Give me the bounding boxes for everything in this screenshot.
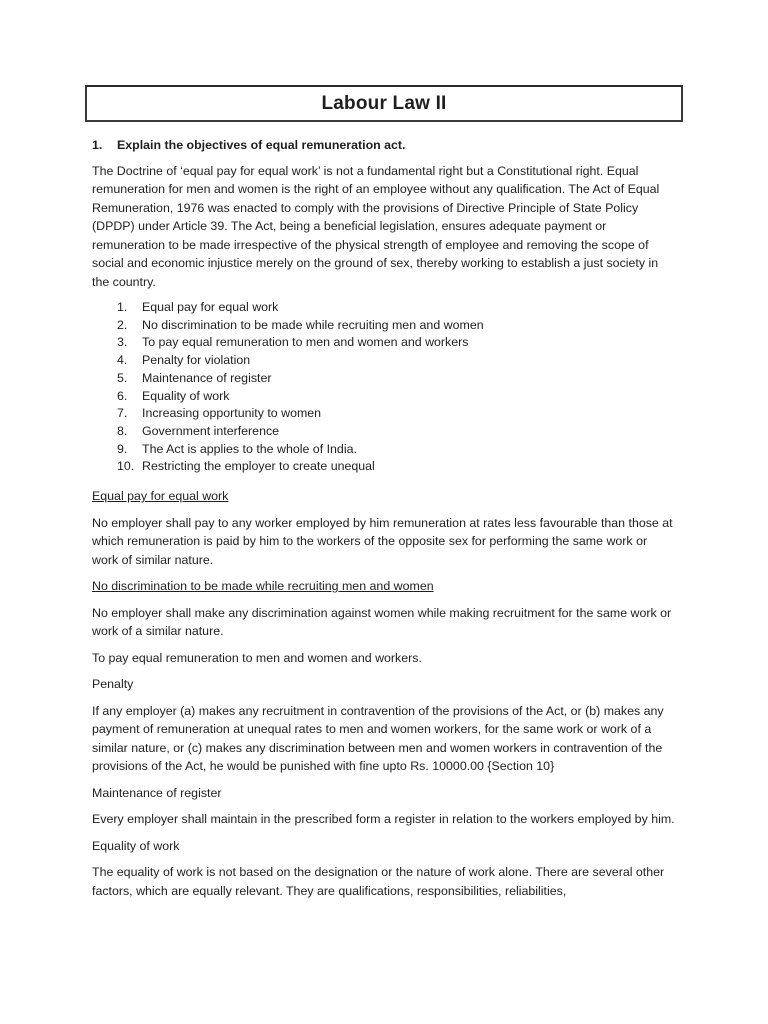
list-item [92,405,676,423]
section-no-discrimination [92,577,676,641]
list-item-text: Maintenance of register [142,370,272,385]
section-paragraph: No employer shall pay to any worker employed by him remuneration at rates less favourable than those at which remuneration is paid by him to the workers of the opposite sex for performing the same work or work of similar nature. [92,515,673,567]
section-penalty [92,675,676,776]
list-item [92,334,676,352]
document-title-box [85,85,683,122]
list-item-number: 1. [117,300,128,314]
section-paragraph: Every employer shall maintain in the prescribed form a register in relation to the workers employed by him. [92,812,675,827]
section-paragraph: The equality of work is not based on the designation or the nature of work alone. There are several other factors, which are equally relevant. They are qualifications, responsibilities, reliabilities, [92,865,665,898]
list-item-text: Increasing opportunity to women [142,406,322,421]
section-equal-pay [92,487,676,569]
list-item-text: Government interference [142,423,280,438]
section-heading: Equal pay for equal work [92,489,229,504]
question-heading [92,136,676,155]
list-item-number: 4. [117,353,128,368]
list-item-number: 6. [117,388,128,403]
question-number: 1. [92,138,103,152]
intro-paragraph: The Doctrine of ‘equal pay for equal work’ is not a fundamental right but a Constitutional right. Equal remuneration for men and women is the right of an employee without any qualification. The Act of Equal Remuneration, 1976 was enacted to comply with the provisions of Directive Principle of State Policy (DPDP) under Article 39. The Act, being a beneficial legislation, ensures adequate payment or remuneration to be made irrespective of the physical strength of employee and removing the scope of social and economic injustice merely on the ground of sex, thereby working to establish a just society in the country. [92,163,660,289]
question-text: Explain the objectives of equal remuneration act. [117,138,406,152]
list-item [92,423,676,441]
list-item-text: To pay equal remuneration to men and women and workers [142,335,469,350]
document-body [92,136,676,900]
section-paragraph: If any employer (a) makes any recruitment in contravention of the provisions of the Act, or (b) makes any payment of remuneration at unequal rates to men and women workers, for the same work or work of a similar nature, or (c) makes any discrimination between men and women workers in contravention of the provisions of the Act, he would be punished with fine upto Rs. 10000.00 {Section 10} [92,703,664,774]
list-item-number: 2. [117,317,128,332]
list-item-number: 3. [117,335,128,350]
list-item-number: 10. [117,459,135,474]
section-heading: Equality of work [92,838,180,853]
list-item-number: 8. [117,423,128,438]
list-item [92,370,676,388]
objectives-list [92,299,676,476]
section-maintenance-of-register [92,784,676,829]
list-item [92,352,676,370]
list-item [92,299,676,317]
document-title: Labour Law II [321,92,447,114]
section-heading: Maintenance of register [92,785,222,800]
section-equal-remuneration [92,649,676,668]
section-paragraph: To pay equal remuneration to men and women and workers. [92,650,422,665]
section-equality-of-work [92,837,676,901]
list-item-number: 7. [117,406,128,421]
list-item-text: Equal pay for equal work [142,300,279,314]
list-item-text: Equality of work [142,388,230,403]
list-item-text: No discrimination to be made while recruiting men and women [142,317,484,332]
section-heading: Penalty [92,677,134,692]
list-item [92,441,676,459]
list-item-text: The Act is applies to the whole of India. [142,441,357,456]
section-heading: No discrimination to be made while recruiting men and women [92,579,434,594]
list-item [92,388,676,406]
list-item [92,458,676,476]
list-item-number: 9. [117,441,128,456]
list-item [92,317,676,335]
list-item-text: Penalty for violation [142,353,251,368]
list-item-text: Restricting the employer to create unequal [142,459,375,474]
list-item-number: 5. [117,370,128,385]
section-paragraph: No employer shall make any discrimination against women while making recruitment for the same work or work of a similar nature. [92,605,672,639]
